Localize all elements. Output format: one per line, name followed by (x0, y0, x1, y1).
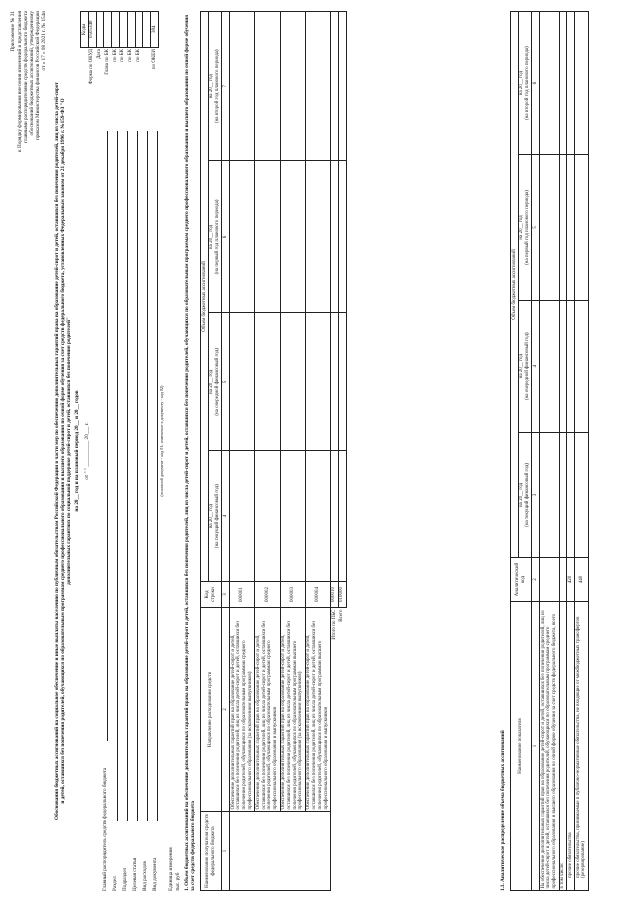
t1-row-4-code: 000004 (305, 582, 330, 608)
t1-head-code: Код строки (201, 582, 222, 608)
t1-row-3-code: 000003 (280, 582, 305, 608)
t2-year-2: на 20__ год (на очередной финансовый год) (518, 300, 532, 432)
appendix-ref-3: обоснований бюджетных ассигнований, утвержденному (29, 11, 35, 136)
date-label: Дата (97, 49, 103, 60)
glava-value (104, 12, 112, 48)
t2-year-1: на 20__ год (на текущий финансовый год) (518, 432, 532, 557)
t1-head-volume: Объем бюджетных ассигнований (201, 12, 209, 582)
bk-label-1: по БК (112, 49, 118, 62)
field-podrazdel-line (127, 131, 128, 821)
field-cs-line (137, 131, 138, 821)
field-doc-line (157, 131, 158, 821)
t1-row-1-code: 000001 (230, 582, 255, 608)
codes-table (80, 11, 159, 111)
t1-itogo-code: 000010 (330, 582, 338, 608)
document-period: на 20__ год и на плановый период 20__ и 20__ годов (74, 390, 80, 512)
bk-label-4: по БК (136, 49, 142, 62)
t2-row-2-text: в том числе: (559, 602, 567, 891)
appendix-label: Приложение № 31 (10, 11, 16, 52)
t1-row-4-text: Обеспечение дополнительных гарантий прав на образование детей-сирот и детей, оставшихся без попечения родителей, лиц из числа детей-сирот и детей, оставшихся без попечения родителей, обучающихся по образовательным программам высшего профессионального образования и выпускников (305, 608, 330, 812)
bk-value-3 (127, 12, 135, 48)
t2-num-6: 6 (532, 12, 540, 155)
t1-row-3-text: Обеспечение дополнительных гарантий прав на образование детей-сирот и детей, оставшихся без попечения родителей, лиц из числа детей-сирот и детей, оставшихся без попечения родителей, обучающихся по образовательным программам высшего профессионального образования (за исключением выпускников) (280, 608, 305, 812)
t2-year-4: на 20__ год (на второй год планового периода) (518, 12, 532, 155)
table-2 (510, 11, 589, 891)
appendix-ref-2: главными распорядителями средств федерального бюджета (23, 11, 29, 143)
field-doc: Вид документа (152, 857, 158, 891)
t2-num-5: 5 (532, 155, 540, 301)
field-grbs: Главный распорядитель средств федерального бюджета (102, 767, 108, 891)
field-podrazdel: Подраздел (122, 867, 128, 891)
okud-value: 0505348 (88, 12, 96, 48)
table-1 (200, 11, 347, 891)
codes-header: Коды (81, 12, 89, 48)
t1-row-2-text: Обеспечение дополнительных гарантий прав на образование детей-сирот и детей, оставшихся без попечения родителей, лиц из числа детей-сирот и детей, оставшихся без попечения родителей, обучающихся по образовательным программам среднего профессионального образования и выпускников (255, 608, 280, 812)
t1-year-1: на 20__ год (на текущий финансовый год) (208, 451, 222, 582)
t2-num-4: 4 (532, 300, 540, 432)
bk-value-1 (112, 12, 120, 48)
t2-year-3: на 20__ год (на первый год планового периода) (518, 155, 532, 301)
t1-num-6: 6 (222, 161, 230, 313)
bk-label-2: по БК (120, 49, 126, 62)
t2-num-2: 2 (532, 558, 540, 602)
t2-num-3: 3 (532, 432, 540, 557)
t1-num-3: 3 (222, 582, 230, 608)
t1-year-2: на 20__ год (на очередной финансовый год) (208, 313, 222, 451)
date-from: от " " __________ 20___ г. (84, 422, 90, 480)
okud-label: Форма по ОКУД (89, 49, 95, 85)
section-1-title: 1. Объем бюджетных ассигнований на обеспечение дополнительных гарантий права на образование детей-сирот и детей, оставшихся без попечения родителей, лиц из числа детей-сирот и детей, оставшихся без попечения родителей, обучающихся по образовательным программам среднего профессионального образования и высшего образования по очной форме обучения за счет средств федерального бюджета (184, 14, 197, 891)
t2-head-code: Аналитический код (511, 558, 532, 602)
t1-num-5: 5 (222, 313, 230, 451)
t2-num-1: 1 (532, 602, 540, 891)
t2-row-4-code: 440 (575, 558, 589, 602)
t1-year-3: на 20__ год (на первый год планового периода) (208, 161, 222, 313)
unit-label: Единица измерения (168, 847, 174, 891)
table-row (330, 12, 338, 891)
t1-vsego-label: Всего (338, 608, 346, 891)
okei-label: по ОКЕИ (151, 49, 157, 70)
table-row (280, 12, 305, 891)
t2-head-volume: Объем бюджетных ассигнований (511, 12, 519, 558)
field-grbs-line (107, 131, 108, 741)
bk-value-2 (119, 12, 127, 48)
t1-row-1-text: Обеспечение дополнительных гарантий прав на образование детей-сирот и детей, оставшихся без попечения родителей, лиц из числа детей-сирот и детей, оставшихся без попечения родителей, обучающихся по образовательным программам среднего профессионального образования (за исключением выпускников) (230, 608, 255, 812)
table-row (305, 12, 330, 891)
table-row (230, 12, 255, 891)
table-row (255, 12, 280, 891)
field-razdel-line (117, 131, 118, 821)
bk-label-3: по БК (128, 49, 134, 62)
t2-row-3-code: 420 (567, 558, 575, 602)
t1-itogo-label: Итого по ПБС (330, 608, 338, 891)
table-row (575, 12, 589, 891)
appendix-ref-1: к Порядку формирования внесения изменений и представления (17, 11, 23, 152)
field-vr-line (147, 131, 148, 821)
table-row (338, 12, 346, 891)
t1-num-2: 2 (222, 608, 230, 812)
t1-row-2-code: 000002 (255, 582, 280, 608)
t1-head-name: Наименование получателя средств федерального бюджета (201, 812, 222, 891)
section-11-title: 1.1. Аналитическое распределение объема бюджетных ассигнований (500, 730, 506, 891)
field-cs: Целевая статья (132, 857, 138, 891)
date-value (96, 12, 104, 48)
field-razdel: Раздел (112, 876, 118, 891)
t1-num-1: 1 (222, 812, 230, 891)
document-page (10, 11, 630, 891)
unit-value: тыс. руб (175, 872, 181, 891)
t1-vsego-code: 010000 (338, 582, 346, 608)
t1-num-7: 7 (222, 12, 230, 162)
document-title: Обоснования бюджетных ассигнований на социальное обеспечение и иные выплаты населению по публичным обязательствам Российской Федерации в части мер по обеспечению дополнительных гарантий права на образование детей-сирот и детей, оставшихся без попечения родителей, лиц из числа детей-сирот и детей, оставшихся без попечения родителей, обучающихся по образовательным программам среднего профессионального образования и высшего образования по очной форме обучения за счет средств федерального бюджета, установленных Федеральным законом от 21 декабря 1996 г. №159-ФЗ "О дополнительных гарантиях по социальной поддержке детей-сирот и детей, оставшихся без попечения родителей" (54, 82, 73, 820)
table-row (540, 12, 559, 891)
blank-code (143, 12, 151, 48)
t1-year-4: на 20__ год (на второй год планового периода) (208, 12, 222, 162)
glava-label: Глава по БК (104, 49, 110, 75)
appendix-date: от « 17 » 08 2021 г. № 154н (41, 11, 47, 71)
t2-row-3-text: прочие обязательства (567, 602, 575, 891)
t1-head-dir: Направление расходования средств (201, 608, 222, 812)
okei-value: 384 (151, 12, 159, 48)
t1-recipient-cell (230, 812, 331, 891)
bk-value-4 (135, 12, 143, 48)
t2-head-name: Наименование показателя (511, 602, 532, 891)
t2-row-1-text: На обеспечение дополнительных гарантий прав на образование детей-сирот и детей, оставшихся без попечения родителей, лиц из числа детей-сирот и детей, оставшихся без попечения родителей, обучающихся по образовательным программам среднего профессионального образования и высшего образования по очной форме обучения за счет средств федерального бюджета, всего (540, 602, 559, 891)
table-row (567, 12, 575, 891)
doc-type-note: (основной документ - код 01; изменение к документу - код 02) (159, 385, 164, 497)
appendix-ref-4: приказом Министерства финансов Российской Федерации (35, 11, 41, 140)
t2-row-1-code (540, 558, 559, 602)
t2-row-4-text: прочие обязательства, принимаемые в публично-нормативные обязательства, не входящие от межбюджетных трансфертов (резервирование) (575, 602, 589, 891)
t1-num-4: 4 (222, 451, 230, 582)
table-row (559, 12, 567, 891)
field-vr: Вид расходов (142, 861, 148, 891)
